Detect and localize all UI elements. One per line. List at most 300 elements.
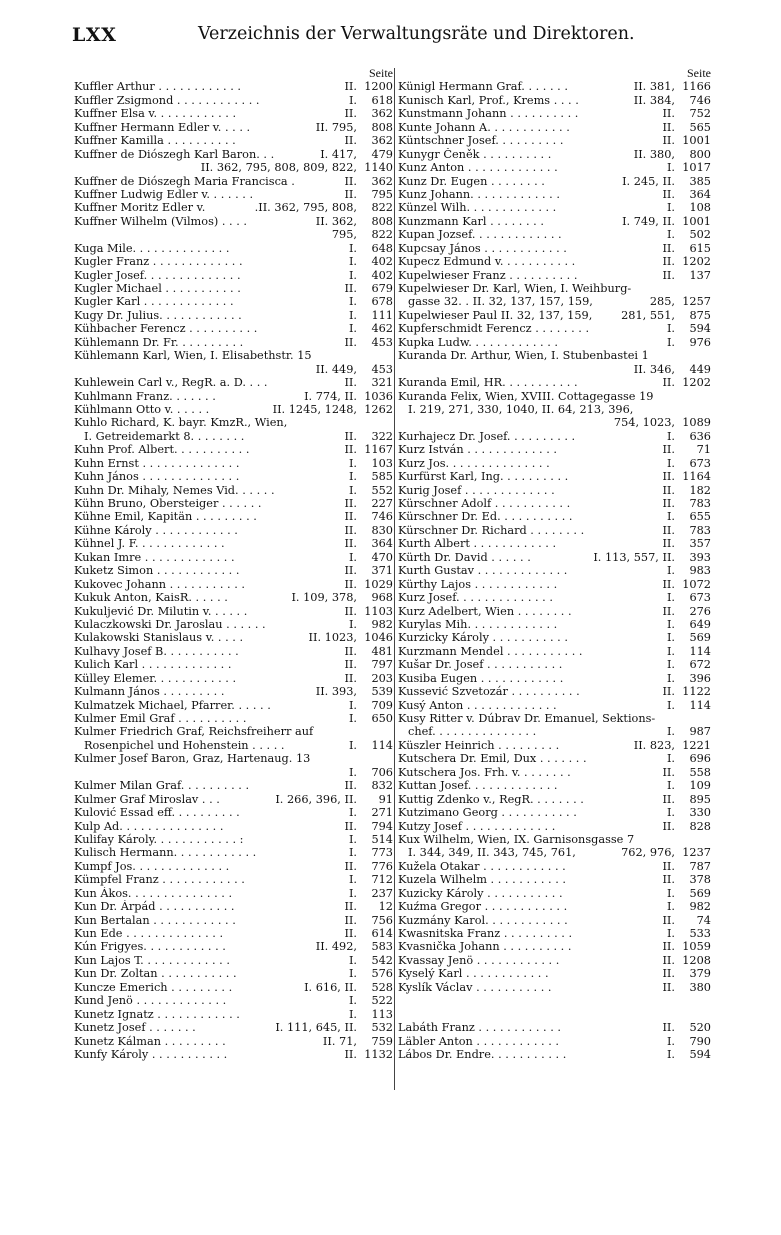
entry-name: Kunetz Kálman . . . . . . . . . [74, 1034, 226, 1048]
index-entry [398, 161, 711, 174]
entry-name: Kupelwieser Franz . . . . . . . . . . [398, 268, 578, 282]
entry-name: Kuffler Zsigmond . . . . . . . . . . . . [74, 93, 260, 107]
entry-name: Kühbacher Ferencz . . . . . . . . . . [74, 322, 258, 336]
page-ref: 364 [371, 537, 393, 551]
volume-ref: II. [344, 913, 357, 927]
page-ref: 481 [371, 644, 393, 658]
page-ref: 706 [371, 765, 393, 779]
index-entry [74, 1008, 393, 1021]
volume-ref: II. [662, 241, 675, 255]
volume-ref: II. 346, [633, 362, 675, 376]
entry-name: Kuhlewein Carl v., RegR. a. D. . . . [74, 376, 268, 390]
page-ref: 982 [371, 617, 393, 631]
volume-ref: I. 111, 645, II. [275, 1021, 357, 1035]
seite-label: Seite [687, 66, 711, 80]
volume-ref: I. [666, 752, 675, 766]
page-ref: 462 [371, 322, 393, 336]
entry-name: Kuhn Prof. Albert. . . . . . . . . . . [74, 443, 250, 457]
entry-name-line: Kulmer Friedrich Graf, Reichsfreiherr auf [74, 725, 314, 739]
volume-ref: II. 492, [315, 940, 357, 954]
entry-name: gasse 32. . II. 32, 137, 157, 159, [408, 295, 593, 309]
volume-ref: II. [344, 671, 357, 685]
volume-ref: 285, [649, 295, 675, 309]
index-entry [398, 887, 711, 900]
index-entry [398, 510, 711, 523]
entry-name: Kupan Jozsef. . . . . . . . . . . . . [398, 228, 562, 242]
page-ref: 787 [689, 859, 711, 873]
index-entry-continuation [74, 766, 393, 779]
entry-name: Kuketz Simon . . . . . . . . . . . . [74, 564, 240, 578]
index-entry [74, 175, 393, 188]
index-entry [74, 873, 393, 886]
volume-ref: II. [662, 819, 675, 833]
page-ref: 378 [689, 873, 711, 887]
index-entry [398, 309, 711, 322]
volume-ref: II. 71, [322, 1034, 357, 1048]
entry-name: I. 344, 349, II. 343, 745, 761, [408, 846, 576, 860]
index-entry [74, 484, 393, 497]
index-entry [398, 645, 711, 658]
volume-ref: II. [344, 779, 357, 793]
entry-name-line: Kuhlo Richard, K. bayr. KmzR., Wien, [74, 416, 288, 430]
page-ref: 808 [371, 214, 393, 228]
volume-ref: II. [344, 187, 357, 201]
index-entry [74, 820, 393, 833]
page-ref: 362 [371, 174, 393, 188]
volume-ref: I. 417, [320, 147, 357, 161]
page-ref: 449 [689, 362, 711, 376]
index-entry [74, 94, 393, 107]
index-entry [74, 618, 393, 631]
volume-ref: II. [344, 497, 357, 510]
page-ref: 808 [371, 120, 393, 134]
page-ref: 875 [689, 308, 711, 322]
entry-name: Kupelwieser Paul II. 32, 137, 159, [398, 308, 593, 322]
volume-ref: II. 362, 795, 808, 809, 822, [200, 161, 357, 175]
index-entry [74, 269, 393, 282]
index-entry [74, 914, 393, 927]
entry-name: Kutschera Jos. Frh. v. . . . . . . . [398, 765, 571, 779]
entry-name: Kunz Johann. . . . . . . . . . . . . [398, 187, 560, 201]
entry-name: Kugler Josef. . . . . . . . . . . . . . [74, 268, 241, 282]
volume-ref: I. 774, II. [304, 389, 357, 403]
page-ref: 393 [689, 550, 711, 564]
page-ref: 1202 [682, 255, 711, 269]
entry-name: Kupferschmidt Ferencz . . . . . . . . [398, 322, 590, 336]
index-entry [398, 564, 711, 577]
entry-name: Kuzicky Károly . . . . . . . . . . . [398, 886, 563, 900]
index-entry [74, 578, 393, 591]
entry-name: Kulaczkowski Dr. Jaroslau . . . . . . [74, 617, 266, 631]
page-ref: 371 [371, 564, 393, 578]
index-entry [398, 820, 711, 833]
volume-ref: I. [348, 738, 357, 752]
entry-name: Kyselý Karl . . . . . . . . . . . . [398, 967, 549, 981]
volume-ref: I. [666, 644, 675, 658]
entry-name: Kuncze Emerich . . . . . . . . . [74, 980, 233, 994]
index-entry [398, 551, 711, 564]
entry-name: Kulich Karl . . . . . . . . . . . . . [74, 658, 232, 672]
entry-name: Kuffner Moritz Edler v. [74, 201, 206, 215]
index-entry-continuation [398, 363, 711, 376]
volume-ref: II. [662, 685, 675, 699]
volume-ref: I. [666, 900, 675, 914]
entry-name: Kunisch Karl, Prof., Krems . . . . [398, 93, 579, 107]
volume-ref: II. [344, 604, 357, 618]
entry-name-line: Kux Wilhelm, Wien, IX. Garnisonsgasse 7 [398, 832, 635, 846]
entry-name: Kusiba Eugen . . . . . . . . . . . . [398, 671, 564, 685]
index-entry [398, 672, 711, 685]
index-entry [398, 175, 711, 188]
entry-name: Kumpf Jos. . . . . . . . . . . . . . [74, 859, 230, 873]
volume-ref: I. [348, 550, 357, 564]
volume-ref: II. [344, 537, 357, 551]
index-entry [74, 188, 393, 201]
entry-name: Kuga Mile. . . . . . . . . . . . . . [74, 241, 230, 255]
page-ref: 649 [689, 617, 711, 631]
volume-ref: II. [662, 792, 675, 806]
page-ref: 832 [371, 779, 393, 793]
page-ref: 759 [371, 1034, 393, 1048]
entry-name: Kun Ákos. . . . . . . . . . . . . . . [74, 886, 233, 900]
index-entry [398, 860, 711, 873]
volume-ref: I. 245, II. [622, 174, 675, 188]
index-entry [398, 981, 711, 994]
page-ref: 1072 [682, 577, 711, 591]
entry-name: Kürthy Lajos . . . . . . . . . . . . [398, 577, 558, 591]
page-ref: 1200 [364, 80, 393, 94]
page-ref: 385 [689, 174, 711, 188]
index-entry [74, 658, 393, 671]
index-entry [398, 242, 711, 255]
index-entry [398, 954, 711, 967]
index-entry [74, 309, 393, 322]
volume-ref: I. [348, 93, 357, 107]
volume-ref: II. [344, 927, 357, 940]
index-entry [398, 806, 711, 819]
page-ref: 362 [371, 107, 393, 121]
index-entry [398, 524, 711, 537]
page-ref: 71 [696, 443, 711, 457]
index-entry [74, 833, 393, 846]
page-ref: 594 [689, 322, 711, 336]
entry-name: Kurzmann Mendel . . . . . . . . . . . [398, 644, 583, 658]
volume-ref: II. [662, 107, 675, 121]
volume-ref: II. [662, 859, 675, 873]
index-entry [74, 107, 393, 120]
page-ref: 672 [689, 658, 711, 672]
volume-ref: II. [344, 644, 357, 658]
volume-ref: I. 616, II. [304, 980, 357, 994]
page-ref: 569 [689, 631, 711, 645]
index-entry [74, 443, 393, 456]
entry-name: Kürth Dr. David . . . . . . [398, 550, 531, 564]
column-divider [394, 68, 395, 1090]
entry-name: Kunygr Čeněk . . . . . . . . . . [398, 147, 552, 161]
volume-ref: II. [344, 900, 357, 914]
volume-ref: I. [666, 725, 675, 739]
page-ref: 1202 [682, 376, 711, 390]
volume-ref: I. [666, 201, 675, 215]
entry-name: Kunstmann Johann . . . . . . . . . . [398, 107, 579, 121]
entry-name: Kurhajecz Dr. Josef. . . . . . . . . . [398, 429, 576, 443]
entry-name: Kurth Albert . . . . . . . . . . . . [398, 537, 557, 551]
entry-name: Kulifay Károly. . . . . . . . . . . . : [74, 832, 244, 846]
volume-ref: 762, 976, [621, 846, 675, 860]
page-ref: 618 [371, 93, 393, 107]
entry-name: Rosenpichel und Hohenstein . . . . . [84, 738, 285, 752]
index-entry-continuation [74, 363, 393, 376]
page-ref: 830 [371, 523, 393, 537]
page-ref: 182 [689, 483, 711, 497]
page-ref: 648 [371, 241, 393, 255]
page-ref: 794 [371, 819, 393, 833]
page-ref: 696 [689, 752, 711, 766]
volume-ref: II. [344, 107, 357, 121]
entry-name: Kurylas Mih. . . . . . . . . . . . . [398, 617, 558, 631]
page-ref: 520 [689, 1021, 711, 1035]
page-ref: 1103 [364, 604, 393, 618]
index-entry [74, 201, 393, 214]
page-ref: 380 [689, 980, 711, 994]
index-entry [398, 967, 711, 980]
entry-name: Kun Bertalan . . . . . . . . . . . . [74, 913, 236, 927]
volume-ref: 754, 1023, [613, 416, 675, 430]
entry-name: Kuhlmann Franz. . . . . . . [74, 389, 216, 403]
entry-name: Kuzmány Karol. . . . . . . . . . . . [398, 913, 568, 927]
page-ref: 522 [371, 994, 393, 1008]
index-entry [398, 457, 711, 470]
page-ref: 114 [689, 698, 711, 712]
volume-ref: II. [662, 483, 675, 497]
volume-ref: I. [348, 617, 357, 631]
page-ref: 678 [371, 295, 393, 309]
page-ref: 968 [371, 591, 393, 605]
index-entry [398, 873, 711, 886]
volume-ref: II. [662, 913, 675, 927]
index-entry [74, 242, 393, 255]
page-ref: 565 [689, 120, 711, 134]
page-ref: 1164 [682, 470, 711, 484]
volume-ref: II. [662, 765, 675, 779]
volume-ref: II. [344, 577, 357, 591]
index-entry-continuation [74, 161, 393, 174]
volume-ref: I. [666, 1034, 675, 1048]
index-entry [74, 967, 393, 980]
page-ref: 828 [689, 819, 711, 833]
page-ref: 203 [371, 671, 393, 685]
index-entry [398, 658, 711, 671]
page-ref: 655 [689, 510, 711, 524]
page-ref: 114 [689, 644, 711, 658]
page-title: Verzeichnis der Verwaltungsräte und Direktoren. [198, 24, 635, 44]
index-entry [74, 457, 393, 470]
page-ref: 453 [371, 335, 393, 349]
entry-name: Kulhavy Josef B. . . . . . . . . . . [74, 644, 239, 658]
index-entry [74, 80, 393, 93]
entry-name: Kulisch Hermann. . . . . . . . . . . . [74, 846, 257, 860]
entry-name: Kukan Imre . . . . . . . . . . . . . [74, 550, 235, 564]
page-ref: 1140 [364, 161, 393, 175]
index-entry [398, 134, 711, 147]
page-ref: 822 [371, 228, 393, 242]
entry-name-line: Kusy Ritter v. Dúbrav Dr. Emanuel, Sektions- [398, 712, 656, 725]
volume-ref: II. [344, 134, 357, 148]
volume-ref: I. [666, 886, 675, 900]
entry-name: Kuffner Elsa v. . . . . . . . . . . . [74, 107, 237, 121]
entry-name: Kun Dr. Árpád . . . . . . . . . . . [74, 900, 235, 914]
entry-name: I. Getreidemarkt 8. . . . . . . . [84, 429, 245, 443]
index-entry [74, 295, 393, 308]
page-ref: 1132 [364, 1047, 393, 1061]
entry-name: Kuzela Wilhelm . . . . . . . . . . . [398, 873, 566, 887]
entry-name: Kuffner Wilhelm (Vilmos) . . . . [74, 214, 247, 228]
index-entry [398, 201, 711, 214]
entry-name: Kund Jenö . . . . . . . . . . . . . [74, 994, 227, 1008]
volume-ref: II. [344, 658, 357, 672]
page-ref: 1122 [682, 685, 711, 699]
entry-name: Kutzimano Georg . . . . . . . . . . . [398, 806, 577, 820]
index-entry [398, 148, 711, 161]
page-ref: 1089 [682, 416, 711, 430]
entry-name: Kühne Károly . . . . . . . . . . . . [74, 523, 238, 537]
index-entry [398, 228, 711, 241]
volume-ref: I. 266, 396, II. [275, 792, 357, 806]
page-ref: 321 [371, 376, 393, 390]
index-entry [74, 860, 393, 873]
volume-ref: II. [344, 1047, 357, 1061]
index-entry [398, 578, 711, 591]
volume-ref: I. 109, 378, [291, 591, 357, 605]
entry-name: Kvasnička Johann . . . . . . . . . . [398, 940, 572, 954]
page-ref: 1262 [364, 402, 393, 416]
entry-name: Kunte Johann A. . . . . . . . . . . . [398, 120, 570, 134]
page-ref: 12 [378, 900, 393, 914]
entry-name: Labáth Franz . . . . . . . . . . . . [398, 1021, 561, 1035]
blank-line [398, 994, 711, 1007]
volume-ref: .II. 362, 795, 808, [254, 201, 357, 215]
entry-name: Küntschner Josef. . . . . . . . . . [398, 134, 564, 148]
page-ref: 783 [689, 497, 711, 510]
volume-ref: II. 1023, [308, 631, 357, 645]
page-ref: 1059 [682, 940, 711, 954]
entry-name: Kurth Gustav . . . . . . . . . . . . . [398, 564, 568, 578]
index-entry [74, 631, 393, 644]
page-ref: 528 [371, 980, 393, 994]
page-ref: 402 [371, 268, 393, 282]
volume-ref: I. [666, 456, 675, 470]
page-ref: 109 [689, 779, 711, 793]
page-ref: 322 [371, 429, 393, 443]
page-ref: 983 [689, 564, 711, 578]
index-entry [398, 497, 711, 510]
entry-name: Kukuljević Dr. Milutin v. . . . . . [74, 604, 248, 618]
entry-name: Kugler Franz . . . . . . . . . . . . . [74, 255, 243, 269]
page-ref: 679 [371, 282, 393, 295]
entry-name: Kürschner Adolf . . . . . . . . . . . [398, 497, 571, 510]
volume-ref: I. [348, 832, 357, 846]
page-ref: 271 [371, 806, 393, 820]
entry-name: Läbler Anton . . . . . . . . . . . . [398, 1034, 559, 1048]
volume-ref: II. [662, 523, 675, 537]
blank-line [398, 1008, 711, 1021]
page-ref: 800 [689, 147, 711, 161]
entry-name: Künzel Wilh. . . . . . . . . . . . . [398, 201, 557, 215]
page-ref: 1029 [364, 577, 393, 591]
page-ref: 1001 [682, 134, 711, 148]
page-ref: 650 [371, 712, 393, 725]
entry-name: Kugler Karl . . . . . . . . . . . . . [74, 295, 234, 309]
index-entry [74, 121, 393, 134]
index-entry [74, 605, 393, 618]
volume-ref: I. [348, 806, 357, 820]
volume-ref: II. [662, 187, 675, 201]
entry-name: Kuranda Emil, HR. . . . . . . . . . . [398, 376, 578, 390]
volume-ref: II. [662, 537, 675, 551]
volume-ref: I. [666, 671, 675, 685]
entry-name: Kuhn Ernst . . . . . . . . . . . . . . [74, 456, 240, 470]
volume-ref: I. [666, 1047, 675, 1061]
index-entry [398, 1021, 711, 1034]
volume-ref: I. [666, 806, 675, 820]
volume-ref: II. [344, 282, 357, 295]
entry-name: Kurz Jos. . . . . . . . . . . . . . . [398, 456, 550, 470]
page-ref: 982 [689, 900, 711, 914]
index-entry [74, 1035, 393, 1048]
entry-name: Kulp Ad. . . . . . . . . . . . . . . [74, 819, 224, 833]
index-entry [398, 537, 711, 550]
entry-name: Kukovec Johann . . . . . . . . . . . [74, 577, 245, 591]
volume-ref: I. [666, 617, 675, 631]
index-entry [398, 188, 711, 201]
entry-name: Kunzmann Karl . . . . . . . . [398, 214, 544, 228]
index-entry [74, 1021, 393, 1034]
index-entry [74, 390, 393, 403]
page-ref: 103 [371, 456, 393, 470]
page-ref: 227 [371, 497, 393, 510]
entry-name-line: Kupelwieser Dr. Karl, Wien, I. Weihburg- [398, 282, 632, 295]
index-entry [74, 537, 393, 550]
index-entry [398, 336, 711, 349]
volume-ref: II. [344, 859, 357, 873]
volume-ref: II. [662, 940, 675, 954]
page-ref: 542 [371, 953, 393, 967]
index-entry [398, 80, 711, 93]
volume-ref: 795, [331, 228, 357, 242]
volume-ref: II. [344, 335, 357, 349]
index-entry [74, 900, 393, 913]
volume-ref: II. 823, [633, 738, 675, 752]
page-ref: 137 [689, 268, 711, 282]
volume-ref: II. [662, 604, 675, 618]
volume-ref: I. [666, 564, 675, 578]
entry-name: Kupcsay János . . . . . . . . . . . . [398, 241, 567, 255]
page-ref: 108 [689, 201, 711, 215]
volume-ref: I. [348, 994, 357, 1008]
page-ref: 396 [689, 671, 711, 685]
index-entry [398, 739, 711, 752]
index-entry [74, 806, 393, 819]
entry-name: Kürschner Dr. Richard . . . . . . . . [398, 523, 585, 537]
index-entry [398, 591, 711, 604]
entry-name: Kún Frigyes. . . . . . . . . . . . [74, 940, 226, 954]
page-number: LXX [72, 24, 117, 46]
volume-ref: I. [666, 631, 675, 645]
volume-ref: II. [662, 255, 675, 269]
index-entry [74, 1048, 393, 1061]
index-entry [74, 685, 393, 698]
volume-ref: I. [348, 953, 357, 967]
